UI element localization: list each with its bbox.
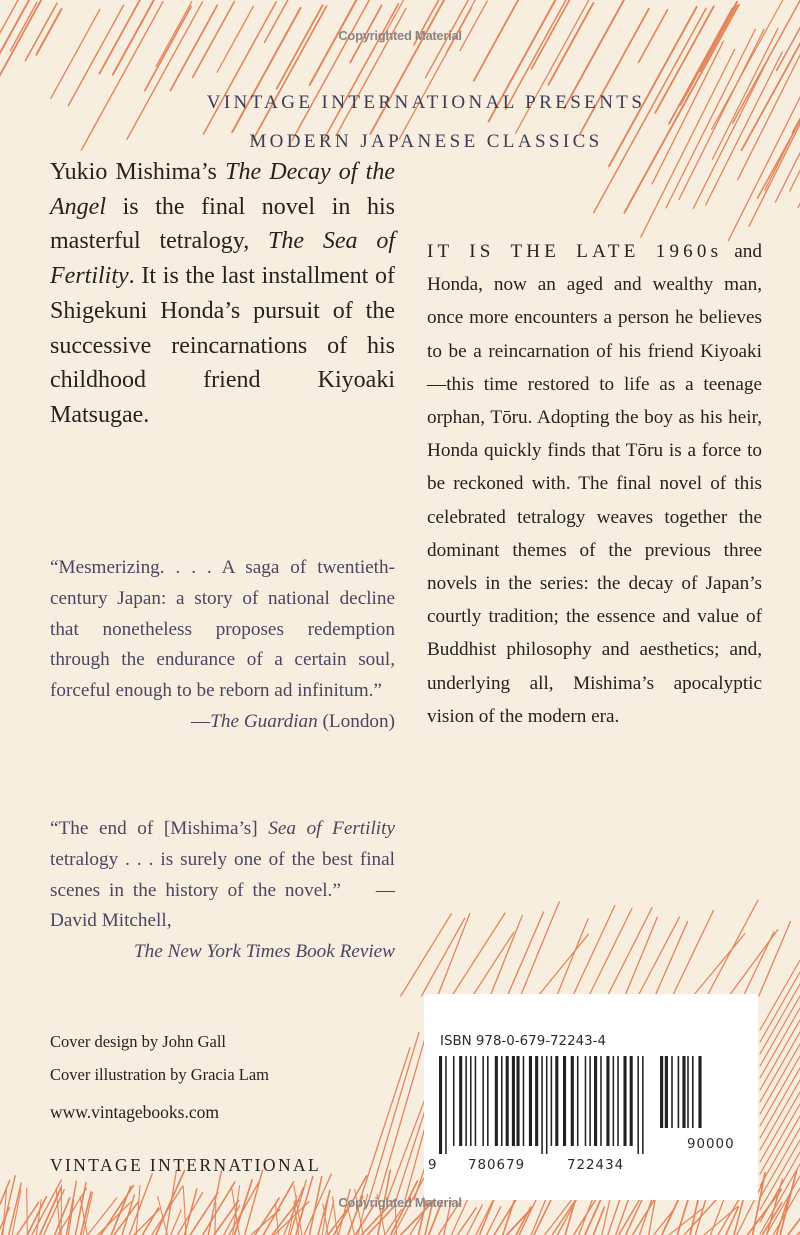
barcode-price-code: 90000 [687,1137,735,1152]
credit-illustration: Cover illustration by Gracia Lam [50,1065,270,1084]
attribution-dash: — [191,710,211,732]
series-heading-line1: VINTAGE INTERNATIONAL PRESENTS [206,92,646,113]
imprint-logo-text: VINTAGE INTERNATIONAL [50,1155,322,1175]
isbn-barcode-panel [424,994,758,1200]
quote-attribution [50,707,395,738]
intro-text1: is the final novel in his masterful tetralogy, [50,193,395,255]
description-paragraph [427,235,762,733]
attribution-source: The Guardian [210,710,318,732]
review-quote-mitchell [50,814,395,968]
intro-paragraph [50,155,395,433]
review-quote-guardian [50,553,395,738]
cover-credits [50,1025,269,1091]
barcode-group2: 722434 [567,1158,625,1173]
description-lead: IT IS THE LATE 1960s [427,241,723,262]
description-body: and Honda, now an aged and wealthy man, once more encounters a person he believes to be a reincarnation of his friend Kiyoaki—this time restored to life as a teenage orphan, Tōru. Adopting the boy as his heir, Honda quickly finds that Tōru is a force to be reckoned with. The final novel of this celebrated tetralogy weaves together the dominant themes of the previous three novels in the series: the decay of Japan’s courtly tradition; the essence and value of Buddhist philosophy and aesthetics; and, underlying all, Mishima’s apocalyptic vision of the modern era. [427,241,762,727]
quote-text-start: “The end of [Mishima’s] [50,818,269,839]
intro-text2: . It is the last installment of Shigekuni Honda’s pursuit of the successive reincarnations of his childhood friend Kiyoaki Matsugae. [50,263,395,428]
intro-series-title: The Sea of Fertility [50,228,395,290]
series-heading-line2: MODERN JAPANESE CLASSICS [249,131,603,152]
barcode-lead-digit: 9 [428,1158,437,1173]
credit-design: Cover design by John Gall [50,1032,226,1051]
copyright-watermark-bottom: Copyrighted Material [338,1195,462,1210]
copyright-watermark-top: Copyrighted Material [338,28,462,43]
attribution-location: (London) [317,710,395,732]
quote-source: —David Mitchell, [50,879,396,932]
quote-text-end: tetralogy . . . is surely one of the best final scenes in the history of the novel.” [50,848,395,901]
barcode-group1: 780679 [468,1158,526,1173]
publisher-website-link[interactable]: www.vintagebooks.com [50,1102,219,1122]
intro-book-title: The Decay of the Angel [50,159,396,220]
isbn-label: ISBN 978-0-679-72243-4 [440,1034,606,1049]
quote-text-italic: Sea of Fertility [268,818,395,839]
quote-publication: The New York Times Book Review [134,941,395,963]
quote-text: “Mesmerizing. . . . A saga of twentieth-century Japan: a story of national decline that nonetheless proposes redemption through the endurance of a certain soul, forceful enough to be reborn ad infinitum.” [50,557,395,702]
intro-author: Yukio Mishima’s [50,159,226,185]
